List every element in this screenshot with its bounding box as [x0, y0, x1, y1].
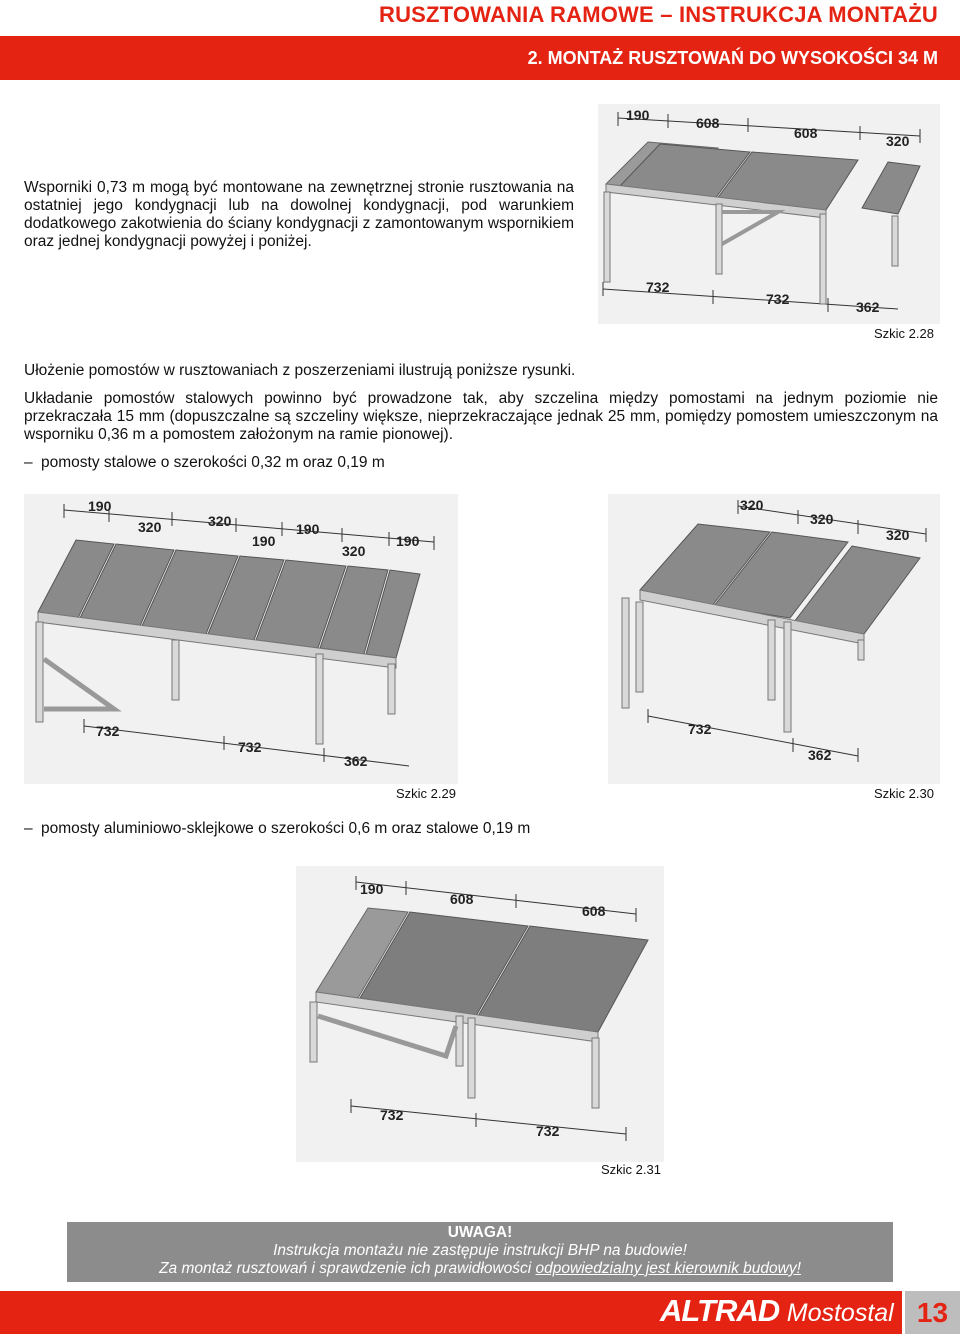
dim-label: 732 [96, 723, 120, 739]
dim-label: 320 [208, 513, 232, 529]
dim-label: 320 [342, 543, 366, 559]
brand-logo [660, 1293, 894, 1329]
scaffold-drawing-2-31 [296, 866, 664, 1162]
document-title: RUSZTOWANIA RAMOWE – INSTRUKCJA MONTAŻU [378, 2, 938, 27]
dim-label: 320 [886, 527, 910, 543]
dim-label: 320 [886, 133, 910, 149]
dim-label: 190 [396, 533, 420, 549]
warning-line-2-underlined: odpowiedzialny jest kierownik budowy! [535, 1260, 801, 1277]
dim-label: 608 [582, 903, 606, 919]
dim-label: 732 [380, 1107, 404, 1123]
dim-label: 732 [688, 721, 712, 737]
scaffold-drawing-2-29 [24, 494, 458, 784]
dim-label: 608 [696, 115, 720, 131]
warning-line-2 [67, 1260, 893, 1278]
warning-title: UWAGA! [447, 1224, 513, 1241]
caption-2-28: Szkic 2.28 [874, 326, 934, 341]
list-item-steel-platforms: pomosty stalowe o szerokości 0,32 m oraz 0,19 m [41, 454, 385, 471]
dim-label: 732 [766, 291, 790, 307]
list-dash: – [24, 454, 33, 471]
dim-label: 608 [450, 891, 474, 907]
dim-label: 190 [626, 107, 650, 123]
dim-label: 362 [344, 753, 368, 769]
dim-label: 608 [794, 125, 818, 141]
figure-2-28 [598, 104, 940, 324]
dim-label: 320 [740, 497, 764, 513]
dim-label: 190 [360, 881, 384, 897]
safety-warning-box [67, 1222, 893, 1282]
figure-2-30 [608, 494, 940, 784]
dim-label: 190 [88, 498, 112, 514]
brand-main: ALTRAD [660, 1293, 780, 1328]
dim-label: 320 [810, 511, 834, 527]
list-item-aluminium-platforms: pomosty aluminiowo-sklejkowe o szerokości 0,6 m oraz stalowe 0,19 m [41, 820, 531, 837]
dim-label: 732 [646, 279, 670, 295]
caption-2-30: Szkic 2.30 [874, 786, 934, 801]
brand-sub: Mostostal [786, 1299, 894, 1327]
warning-line-2-text: Za montaż rusztowań i sprawdzenie ich prawidłowości [159, 1260, 536, 1277]
scaffold-drawing-2-28 [598, 104, 940, 324]
caption-2-29: Szkic 2.29 [396, 786, 456, 801]
figure-2-31 [296, 866, 664, 1162]
caption-2-31: Szkic 2.31 [601, 1162, 661, 1177]
list-dash: – [24, 820, 33, 837]
warning-line-1: Instrukcja montażu nie zastępuje instrukcji BHP na budowie! [273, 1242, 687, 1259]
dim-label: 732 [536, 1123, 560, 1139]
intro-paragraph: Wsporniki 0,73 m mogą być montowane na zewnętrznej stronie rusztowania na ostatniej jego kondygnacji lub na dowolnej kondygnacji, pod warunkiem dodatkowego zakotwienia do ściany kondygnacji z zamontowanym wspornikiem oraz jednej kondygnacji powyżej i poniżej. [24, 179, 574, 250]
paragraph-platform-gaps: Układanie pomostów stalowych powinno być prowadzone tak, aby szczelina między pomostami na jednym poziomie nie przekraczała 15 mm (dopuszczalne są szczeliny większe, nieprzekraczające jednak 25 mm, pomiędzy pomostem umieszczonym na wsporniku 0,36 m a pomostem założonym na ramie pionowej). [24, 390, 938, 443]
dim-label: 362 [808, 747, 832, 763]
paragraph-intro-figures: Ułożenie pomostów w rusztowaniach z poszerzeniami ilustrują poniższe rysunki. [24, 362, 576, 379]
dim-label: 320 [138, 519, 162, 535]
dim-label: 732 [238, 739, 262, 755]
figure-2-29 [24, 494, 458, 784]
page-number: 13 [905, 1291, 960, 1334]
scaffold-drawing-2-30 [608, 494, 940, 784]
dim-label: 190 [252, 533, 276, 549]
dim-label: 190 [296, 521, 320, 537]
section-title: 2. MONTAŻ RUSZTOWAŃ DO WYSOKOŚCI 34 M [527, 48, 938, 68]
dim-label: 362 [856, 299, 880, 315]
